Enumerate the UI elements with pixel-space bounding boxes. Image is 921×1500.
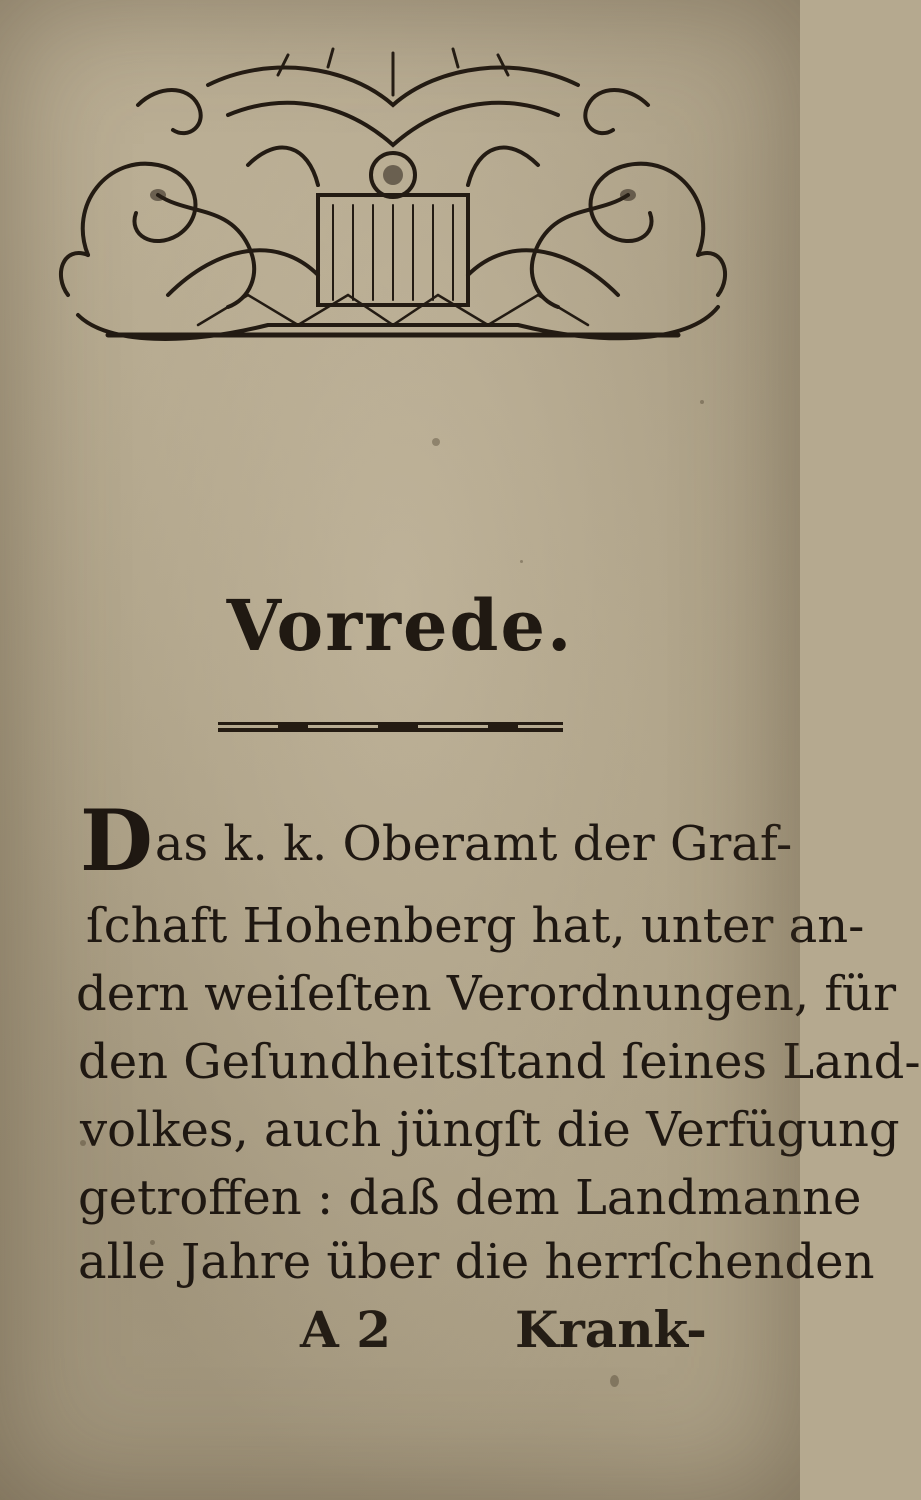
decorative-rule	[218, 720, 563, 734]
catchword: Krank-	[515, 1300, 707, 1359]
woodcut-headpiece-ornament	[48, 45, 738, 355]
paragraph-line-4: den Geſundheitsſtand ſeines Land-	[78, 1034, 921, 1090]
paragraph-line-6: getroffen : daß dem Landmanne	[78, 1170, 862, 1226]
drop-cap-letter: D	[80, 791, 153, 890]
paragraph-line-1	[80, 791, 793, 890]
paragraph-line-2: ſchaft Hohenberg hat, unter an-	[86, 898, 865, 954]
preface-heading: Vorrede.	[226, 584, 574, 667]
paragraph-line-5: volkes, auch jüngſt die Verfügung	[80, 1102, 900, 1158]
paragraph-line-7: alle Jahre über die herrſchenden	[78, 1234, 875, 1290]
signature-mark: A 2	[300, 1300, 391, 1359]
paragraph-line-3: dern weiſeſten Verordnungen, für	[76, 966, 897, 1022]
paragraph-line-text: as k. k. Oberamt der Graf-	[154, 816, 793, 872]
